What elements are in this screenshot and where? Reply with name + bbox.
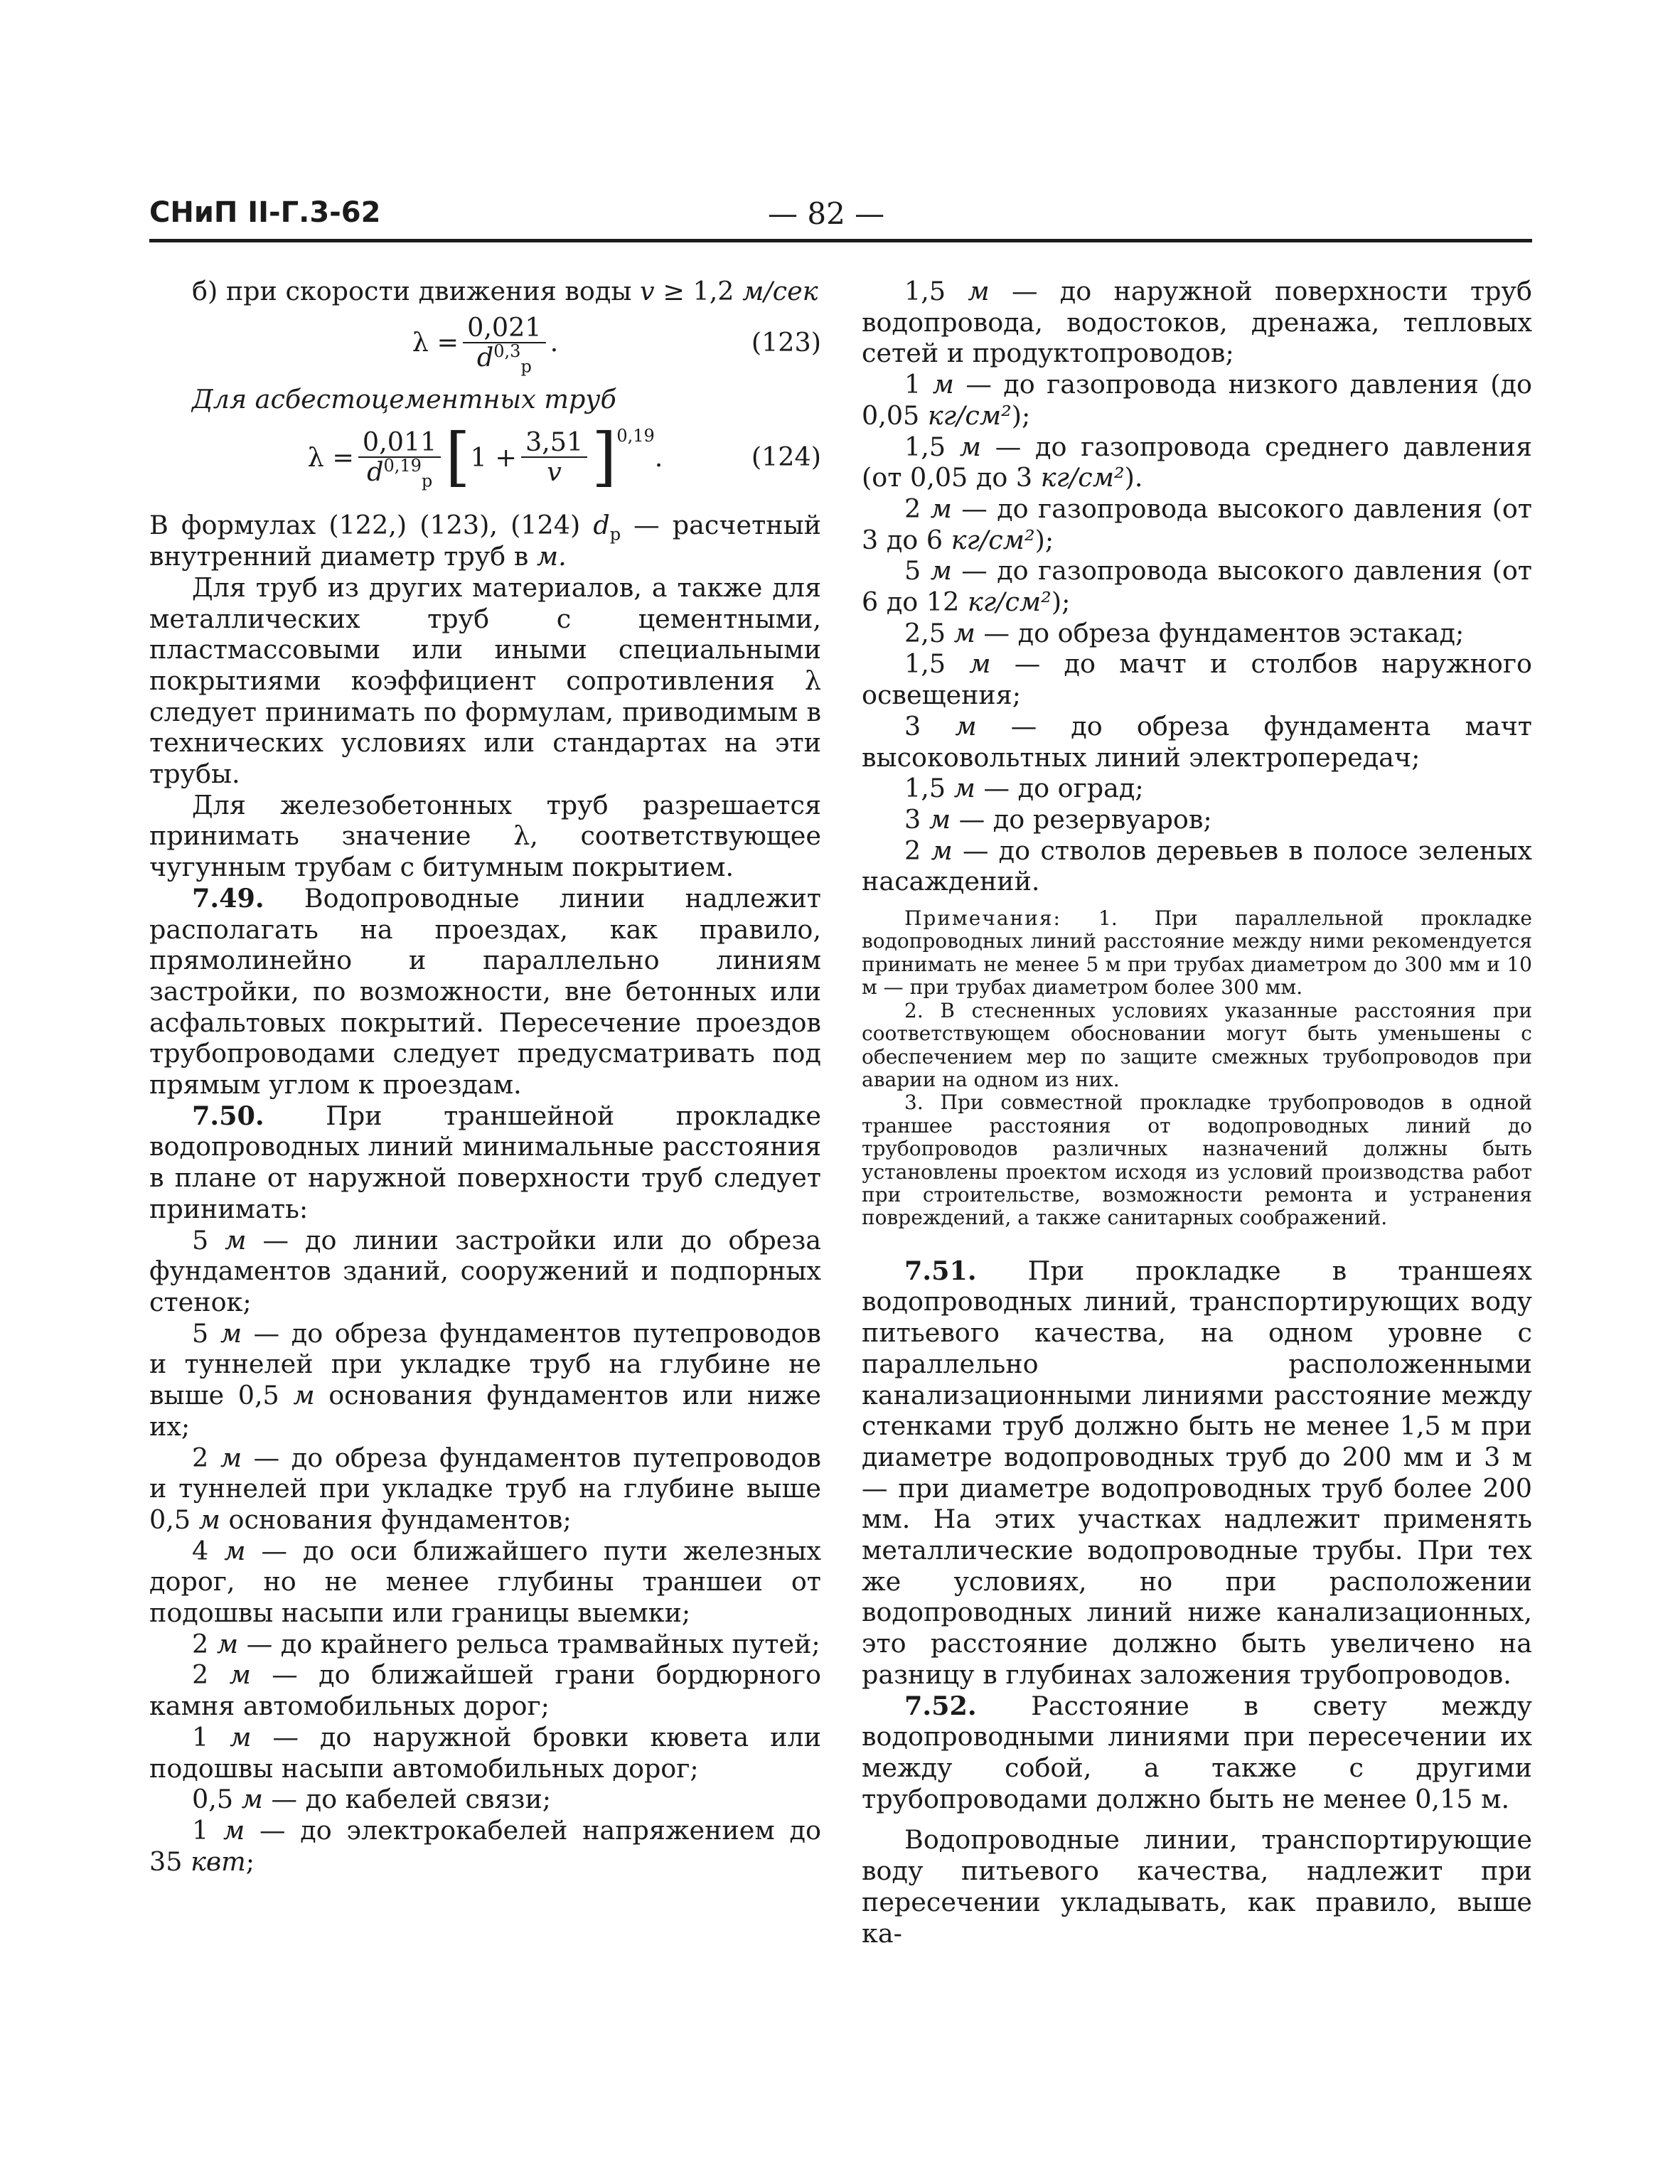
list-item: 2 м — до крайнего рельса трамвайных путей; — [192, 1628, 820, 1659]
final-paragraph: Водопроводные линии, транспортирующие воду питьевого качества, надлежит при пересечении укладывать, как правило, выше ка- — [862, 1824, 1532, 1949]
list-item: 1,5 м — до наружной поверхности труб водопровода, водостоков, дренажа, тепловых сетей и продуктопроводов; — [862, 276, 1532, 369]
formula-124-number: (124) — [751, 441, 821, 473]
right-column — [862, 276, 1532, 1949]
list-item: 2 м — до обреза фундаментов путепроводов и туннелей при укладке труб на глубине выше 0,5 м основания фундаментов; — [149, 1442, 821, 1535]
list-item: 1 м — до электрокабелей напряжением до 35 квт; — [149, 1814, 821, 1877]
list-item: 2 м — до газопровода высокого давления (от 3 до 6 кг/см²); — [862, 493, 1532, 555]
list-item: 5 м — до обреза фундаментов путепроводов и туннелей при укладке труб на глубине не выше 0,5 м основания фундаментов или ниже их; — [149, 1317, 821, 1442]
note-3: 3. При совместной прокладке трубопроводов в одной траншее расстояния от водопроводных линий до трубопроводов различных назначений должны быть установлены проектом исходя из условий производства работ при строительстве, возможности ремонта и устранения повреждений, а также санитарных соображений. — [862, 1091, 1532, 1230]
formula-note: В формулах (122,) (123), (124) $d_р$ — расчетный внутренний диаметр труб в м. — [149, 510, 821, 572]
note-1: Примечания: 1. При параллельной прокладке водопроводных линий расстояние между ними рекомендуется принимать не менее 5 м при трубах диаметром до 300 мм и 10 м — при трубах диаметром более 300 мм. — [862, 906, 1532, 1000]
list-item: 1 м — до газопровода низкого давления (до 0,05 кг/см²); — [862, 369, 1532, 431]
asbestos-heading: Для асбестоцементных труб — [192, 383, 616, 414]
list-item: 1,5 м — до мачт и столбов наружного освещения; — [862, 648, 1532, 711]
reinforced-concrete-paragraph: Для железобетонных труб разрешается принимать значение λ, соответствующее чугунным трубам с битумным покрытием. — [149, 789, 821, 883]
left-column — [149, 276, 821, 1877]
list-item: 2,5 м — до обреза фундаментов эстакад; — [904, 617, 1465, 648]
list-item: 5 м — до линии застройки или до обреза фундаментов зданий, сооружений и подпорных стенок; — [149, 1224, 821, 1317]
list-item: 0,5 м — до кабелей связи; — [192, 1784, 552, 1815]
document-code: СНиП II-Г.3-62 — [149, 196, 381, 229]
case-b-condition: б) при скорости движения воды v ≥ 1,2 м/сек — [192, 276, 818, 306]
section-7-51: 7.51. При прокладке в траншеях водопроводных линий, транспортирующих воду питьевого качества, на одном уровне с параллельно расположенными канализационными линиями расстояние между стенками труб должно быть не менее 1,5 м при диаметре водопроводных труб до 200 мм и 3 м — при диаметре водопроводных труб более 200 мм. На этих участках надлежит применять металлические водопроводные трубы. При тех же условиях, но при расположении водопроводных линий ниже канализационных, это расстояние должно быть увеличено на разницу в глубинах заложения трубопроводов. — [862, 1255, 1532, 1690]
list-item: 4 м — до оси ближайшего пути железных дорог, но не менее глубины траншеи от подошвы насыпи или границы выемки; — [149, 1535, 821, 1629]
list-item: 5 м — до газопровода высокого давления (от 6 до 12 кг/см²); — [862, 555, 1532, 618]
list-item: 2 м — до стволов деревьев в полосе зеленых насаждений. — [862, 835, 1532, 897]
list-item: 1,5 м — до газопровода среднего давления (от 0,05 до 3 кг/см²). — [862, 431, 1532, 493]
other-pipes-paragraph: Для труб из других материалов, а также для металлических труб с цементными, пластмассовыми или иными специальными покрытиями коэффициент сопротивления λ следует принимать по формулам, приводимым в технических условиях или стандартах на эти трубы. — [149, 572, 821, 790]
list-item: 1,5 м — до оград; — [904, 773, 1144, 804]
page-number: — 82 — — [768, 196, 885, 231]
list-item: 3 м — до резервуаров; — [904, 803, 1212, 835]
formula-123-number: (123) — [751, 326, 821, 358]
section-7-50: 7.50. При траншейной прокладке водопроводных линий минимальные расстояния в плане от наружной поверхности труб следует принимать: — [149, 1100, 821, 1224]
formula-124: λ = $\frac{0,011}{d^{0,19}_р}$ [ 1 + $\frac{3,51}{v}$ ] $^{0,19}$ . (124) — [307, 419, 821, 495]
note-2: 2. В стесненных условиях указанные расстояния при соответствующем обосновании могут быть уменьшены с обеспечением мер по защите смежных трубопроводов при аварии на одном из них. — [862, 998, 1532, 1091]
section-7-49: 7.49. Водопроводные линии надлежит располагать на проездах, как правило, прямолинейно и параллельно линиям застройки, по возможности, вне бетонных или асфальтовых покрытий. Пересечение проездов трубопроводами следует предусматривать под прямым углом к проездам. — [149, 882, 821, 1101]
header-rule — [149, 239, 1532, 242]
list-item: 1 м — до наружной бровки кювета или подошвы насыпи автомобильных дорог; — [149, 1721, 821, 1784]
list-item: 2 м — до ближайшей грани бордюрного камня автомобильных дорог; — [149, 1659, 821, 1722]
list-item: 3 м — до обреза фундамента мачт высоковольтных линий электропередач; — [862, 710, 1532, 773]
section-7-52: 7.52. Расстояние в свету между водопроводными линиями при пересечении их между собой, а также с другими трубопроводами должно быть не менее 0,15 м. — [862, 1690, 1532, 1814]
formula-123: λ = $\frac{0,021}{d^{0,3}_р}$ . (123) — [412, 311, 821, 376]
